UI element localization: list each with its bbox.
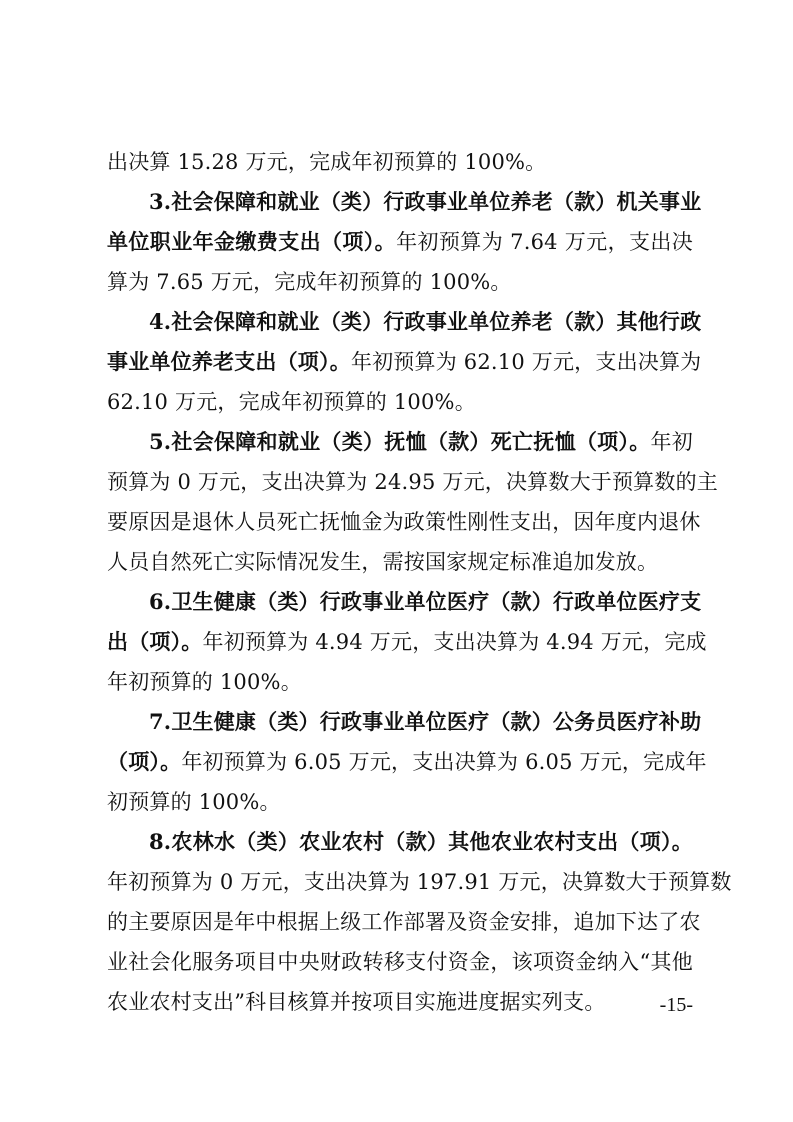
item-heading: 单位职业年金缴费支出（项）。 bbox=[107, 229, 397, 254]
line-text: 出决算 15.28 万元，完成年初预算的 100%。 bbox=[107, 150, 547, 174]
text-line bbox=[107, 422, 693, 462]
line-text: 要原因是退休人员死亡抚恤金为政策性刚性支出，因年度内退休 bbox=[107, 510, 701, 534]
line-text: 年初预算为 6.05 万元，支出决算为 6.05 万元，完成年 bbox=[181, 750, 707, 774]
item-heading: 7.卫生健康（类）行政事业单位医疗（款）公务员医疗补助 bbox=[149, 709, 702, 734]
item-heading: 5.社会保障和就业（类）抚恤（款）死亡抚恤（项）。 bbox=[149, 429, 651, 454]
text-line bbox=[107, 582, 702, 622]
text-line bbox=[107, 182, 702, 222]
text-line bbox=[107, 542, 693, 582]
line-text: 年初预算的 100%。 bbox=[107, 670, 302, 694]
line-text: 业社会化服务项目中央财政转移支付资金，该项资金纳入“其他 bbox=[107, 950, 693, 974]
line-text: 年初预算为 62.10 万元，支出决算为 bbox=[350, 350, 702, 374]
text-line bbox=[107, 622, 707, 662]
item-heading: 6.卫生健康（类）行政事业单位医疗（款）行政单位医疗支 bbox=[149, 589, 702, 614]
line-text: 预算为 0 万元，支出决算为 24.95 万元，决算数大于预算数的主 bbox=[107, 470, 718, 494]
text-line bbox=[107, 822, 693, 862]
item-heading: 3.社会保障和就业（类）行政事业单位养老（款）机关事业 bbox=[149, 189, 702, 214]
line-text: 62.10 万元，完成年初预算的 100%。 bbox=[107, 390, 476, 414]
line-text: 年初 bbox=[650, 430, 694, 454]
text-line bbox=[107, 502, 701, 542]
item-heading: 4.社会保障和就业（类）行政事业单位养老（款）其他行政 bbox=[149, 309, 702, 334]
item-heading: 8.农林水（类）农业农村（款）其他农业农村支出（项）。 bbox=[149, 829, 693, 854]
text-line bbox=[107, 902, 701, 942]
line-text: 年初预算为 7.64 万元，支出决 bbox=[396, 230, 693, 254]
item-heading: 出（项）。 bbox=[107, 629, 203, 654]
line-text: 初预算的 100%。 bbox=[107, 790, 281, 814]
text-line bbox=[107, 142, 693, 182]
item-heading: （项）。 bbox=[107, 749, 182, 774]
text-line bbox=[107, 862, 732, 902]
text-line bbox=[107, 942, 693, 982]
text-line bbox=[107, 702, 702, 742]
line-text: 算为 7.65 万元，完成年初预算的 100%。 bbox=[107, 270, 512, 294]
text-line bbox=[107, 222, 693, 262]
text-line bbox=[107, 382, 693, 422]
text-line bbox=[107, 662, 693, 702]
page-number: -15- bbox=[659, 994, 693, 1016]
line-text: 年初预算为 4.94 万元，支出决算为 4.94 万元，完成 bbox=[202, 630, 707, 654]
text-line bbox=[107, 742, 707, 782]
text-line bbox=[107, 302, 702, 342]
line-text: 农业农村支出”科目核算并按项目实施进度据实列支。 bbox=[107, 990, 606, 1014]
line-text: 人员自然死亡实际情况发生，需按国家规定标准追加发放。 bbox=[107, 550, 659, 574]
line-text: 的主要原因是年中根据上级工作部署及资金安排，追加下达了农 bbox=[107, 910, 701, 934]
item-heading: 事业单位养老支出（项）。 bbox=[107, 349, 351, 374]
text-line bbox=[107, 982, 693, 1022]
text-line bbox=[107, 782, 693, 822]
text-line bbox=[107, 342, 702, 382]
line-text: 年初预算为 0 万元，支出决算为 197.91 万元，决算数大于预算数 bbox=[107, 870, 732, 894]
text-line bbox=[107, 262, 693, 302]
text-line bbox=[107, 462, 718, 502]
